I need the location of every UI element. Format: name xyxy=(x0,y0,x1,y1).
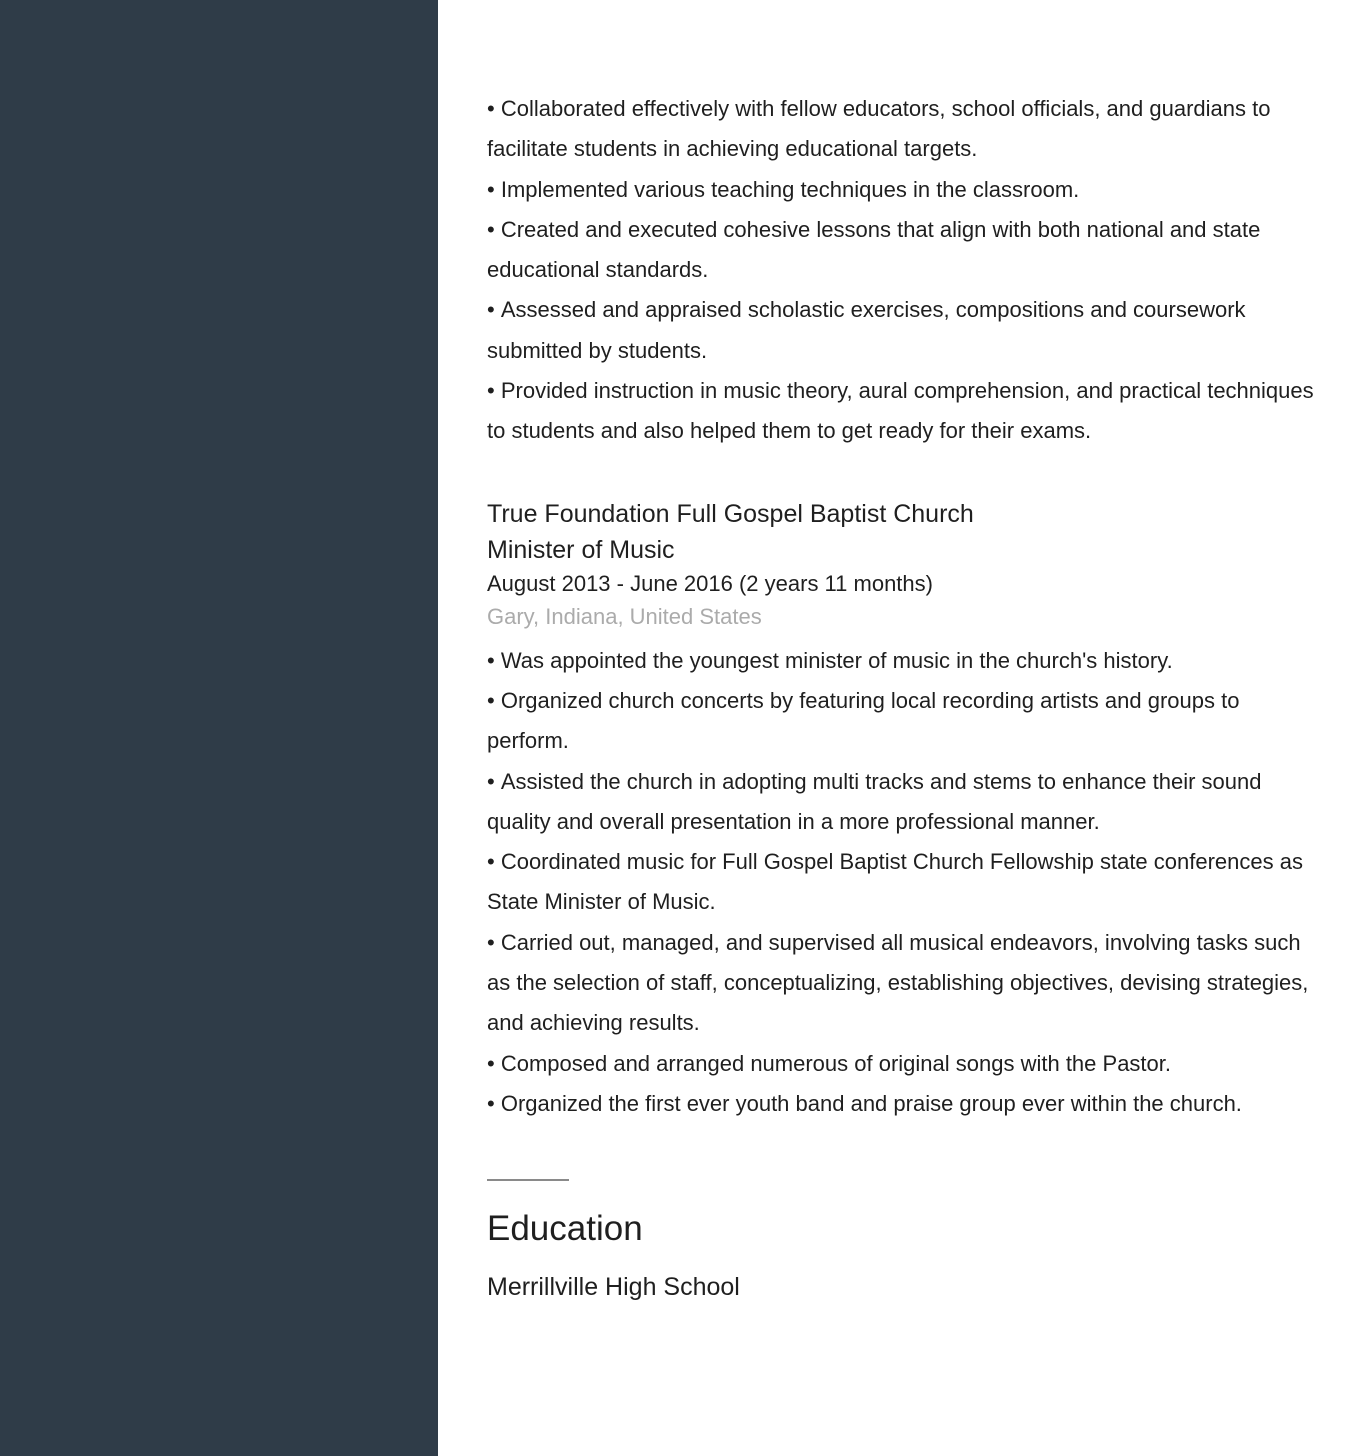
list-item: • Organized church concerts by featuring local recording artists and groups to perform. xyxy=(487,681,1317,762)
section-divider xyxy=(487,1179,569,1181)
education-heading: Education xyxy=(487,1209,643,1249)
list-item: • Assisted the church in adopting multi tracks and stems to enhance their sound quality and overall presentation in a more professional manner. xyxy=(487,762,1317,843)
job-title: Minister of Music xyxy=(487,535,675,564)
list-item: • Organized the first ever youth band and praise group ever within the church. xyxy=(487,1084,1317,1124)
education-school: Merrillville High School xyxy=(487,1273,740,1302)
sidebar-panel xyxy=(0,0,438,1456)
job-bullets xyxy=(487,641,1317,1125)
list-item: • Composed and arranged numerous of original songs with the Pastor. xyxy=(487,1044,1317,1084)
job-dates: August 2013 - June 2016 (2 years 11 months) xyxy=(487,570,933,596)
list-item: • Coordinated music for Full Gospel Baptist Church Fellowship state conferences as State Minister of Music. xyxy=(487,842,1317,923)
list-item: • Implemented various teaching techniques in the classroom. xyxy=(487,170,1317,210)
list-item: • Collaborated effectively with fellow educators, school officials, and guardians to facilitate students in achieving educational targets. xyxy=(487,89,1317,170)
job-location: Gary, Indiana, United States xyxy=(487,603,762,629)
job-company: True Foundation Full Gospel Baptist Church xyxy=(487,499,974,528)
list-item: • Provided instruction in music theory, aural comprehension, and practical techniques to students and also helped them to get ready for their exams. xyxy=(487,371,1317,452)
list-item: • Was appointed the youngest minister of music in the church's history. xyxy=(487,641,1317,681)
list-item: • Created and executed cohesive lessons that align with both national and state educational standards. xyxy=(487,210,1317,291)
resume-main xyxy=(487,89,1317,1305)
list-item: • Carried out, managed, and supervised all musical endeavors, involving tasks such as the selection of staff, conceptualizing, establishing objectives, devising strategies, and achieving results. xyxy=(487,923,1317,1044)
previous-job-bullets xyxy=(487,89,1317,452)
job-entry xyxy=(487,496,1317,1125)
list-item: • Assessed and appraised scholastic exercises, compositions and coursework submitted by students. xyxy=(487,290,1317,371)
